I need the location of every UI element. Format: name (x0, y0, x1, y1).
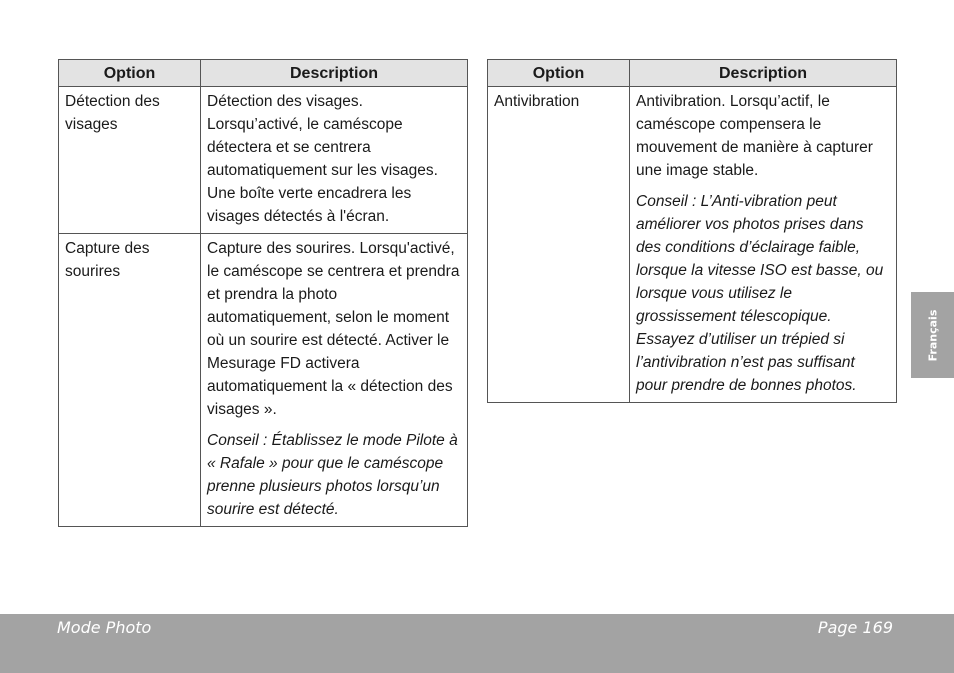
table-row (59, 87, 468, 234)
column-header-option: Option (59, 60, 201, 87)
description-text: Détection des visages. Lorsqu’activé, le caméscope détectera et se centrera automatiquement sur les visages. Une boîte verte encadrera les visages détectés à l'écran. (207, 93, 438, 225)
footer-section-title: Mode Photo (57, 618, 152, 637)
table-header-row (59, 60, 468, 87)
options-table-right (487, 59, 897, 403)
language-tab (911, 292, 954, 378)
table-header-row (488, 60, 897, 87)
table-row (488, 87, 897, 403)
language-tab-label: Français (926, 309, 940, 361)
table-row (59, 234, 468, 527)
page-footer (0, 614, 954, 673)
description-text: Antivibration. Lorsqu’actif, le caméscope compensera le mouvement de manière à capturer une image stable. (636, 93, 873, 179)
column-header-option: Option (488, 60, 630, 87)
option-cell: Capture des sourires (59, 234, 201, 527)
footer-page-number: Page 169 (817, 618, 893, 637)
option-cell: Antivibration (488, 87, 630, 403)
description-cell (201, 87, 468, 234)
description-cell (201, 234, 468, 527)
description-text: Capture des sourires. Lorsqu'activé, le caméscope se centrera et prendra et prendra la photo automatiquement, selon le moment où un sourire est détecté. Activer le Mesurage FD activera automatiquement la « détection des visages ». (207, 240, 460, 418)
column-header-description: Description (630, 60, 897, 87)
tip-text: Conseil : L’Anti-vibration peut améliorer vos photos prises dans des conditions d’éclairage faible, lorsque la vitesse ISO est basse, ou lorsque vous utilisez le grossissement télescopique. Essayez d’utiliser un trépied si l’antivibration n’est pas suffisant pour prendre de bonnes photos. (636, 193, 884, 394)
options-table-left (58, 59, 468, 527)
description-cell (630, 87, 897, 403)
option-cell: Détection des visages (59, 87, 201, 234)
tip-text: Conseil : Établissez le mode Pilote à « Rafale » pour que le caméscope prenne plusieurs photos lorsqu’un sourire est détecté. (207, 432, 458, 518)
column-header-description: Description (201, 60, 468, 87)
